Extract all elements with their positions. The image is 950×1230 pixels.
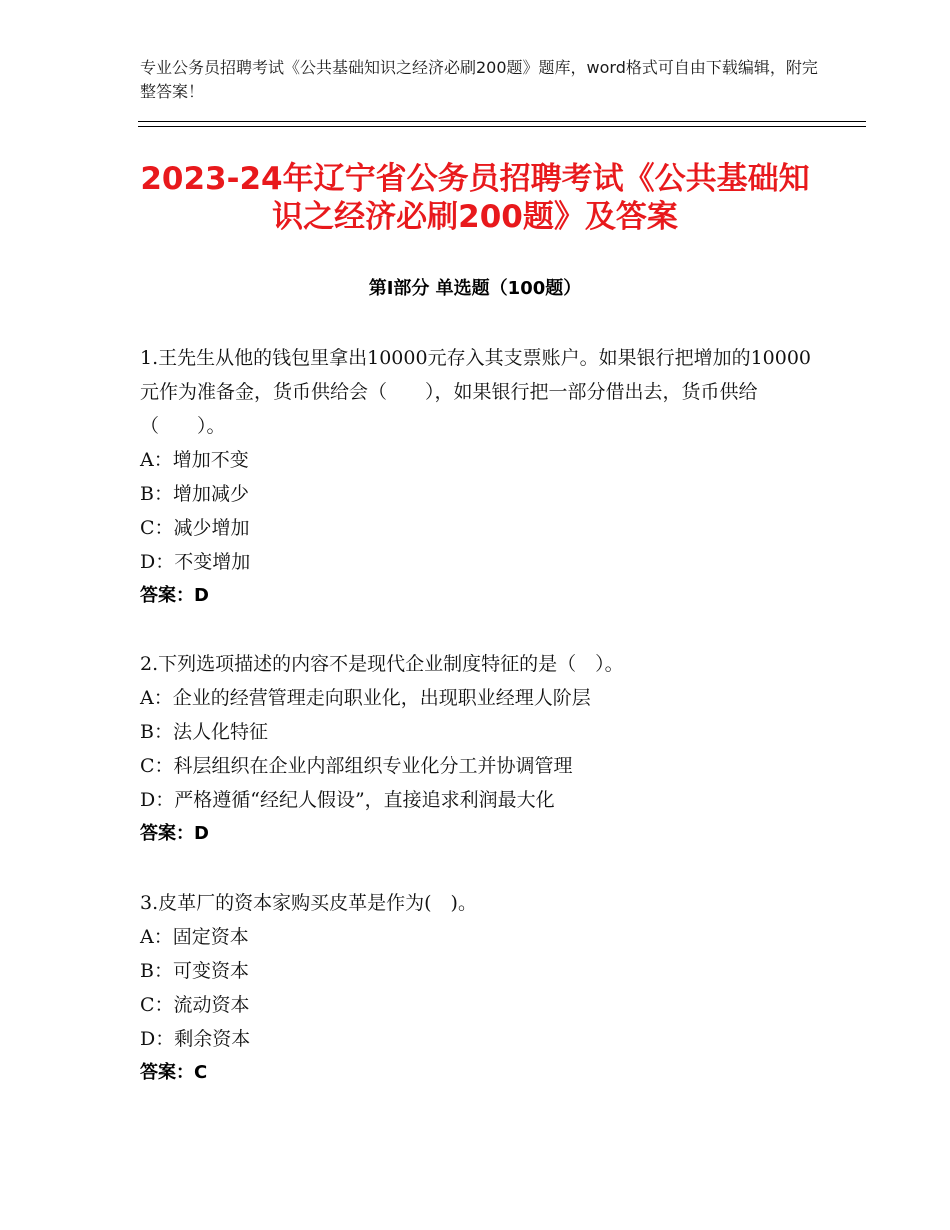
option-d: D：剩余资本 bbox=[140, 1028, 251, 1050]
option-a: A：增加不变 bbox=[140, 449, 249, 471]
option-c: C：科层组织在企业内部组织专业化分工并协调管理 bbox=[140, 755, 573, 777]
option-b: B：法人化特征 bbox=[140, 721, 268, 743]
answer: 答案：D bbox=[140, 823, 209, 844]
option-b: B：增加减少 bbox=[140, 483, 249, 505]
option-a: A：企业的经营管理走向职业化，出现职业经理人阶层 bbox=[140, 687, 591, 709]
question-3 bbox=[140, 886, 820, 1090]
question-1 bbox=[140, 341, 820, 613]
option-c: C：减少增加 bbox=[140, 517, 250, 539]
option-d: D：不变增加 bbox=[140, 551, 251, 573]
question-stem: 2.下列选项描述的内容不是现代企业制度特征的是（ ）。 bbox=[140, 653, 624, 675]
section-heading: 第Ⅰ部分 单选题（100题） bbox=[368, 278, 582, 299]
option-d: D：严格遵循“经纪人假设”，直接追求利润最大化 bbox=[140, 789, 555, 811]
answer: 答案：D bbox=[140, 585, 209, 606]
option-a: A：固定资本 bbox=[140, 926, 249, 948]
question-2 bbox=[140, 647, 820, 851]
option-c: C：流动资本 bbox=[140, 994, 250, 1016]
page-header: 专业公务员招聘考试《公共基础知识之经济必刷200题》题库，word格式可自由下载编辑，附完整答案！ bbox=[140, 58, 818, 101]
question-stem: 1.王先生从他的钱包里拿出10000元存入其支票账户。如果银行把增加的10000元作为准备金，货币供给会（ ），如果银行把一部分借出去，货币供给（ ）。 bbox=[140, 347, 812, 437]
header-divider bbox=[138, 121, 866, 127]
answer: 答案：C bbox=[140, 1062, 208, 1083]
option-b: B：可变资本 bbox=[140, 960, 249, 982]
question-stem: 3.皮革厂的资本家购买皮革是作为( )。 bbox=[140, 892, 477, 914]
document-title: 2023-24年辽宁省公务员招聘考试《公共基础知识之经济必刷200题》及答案 bbox=[140, 161, 810, 235]
